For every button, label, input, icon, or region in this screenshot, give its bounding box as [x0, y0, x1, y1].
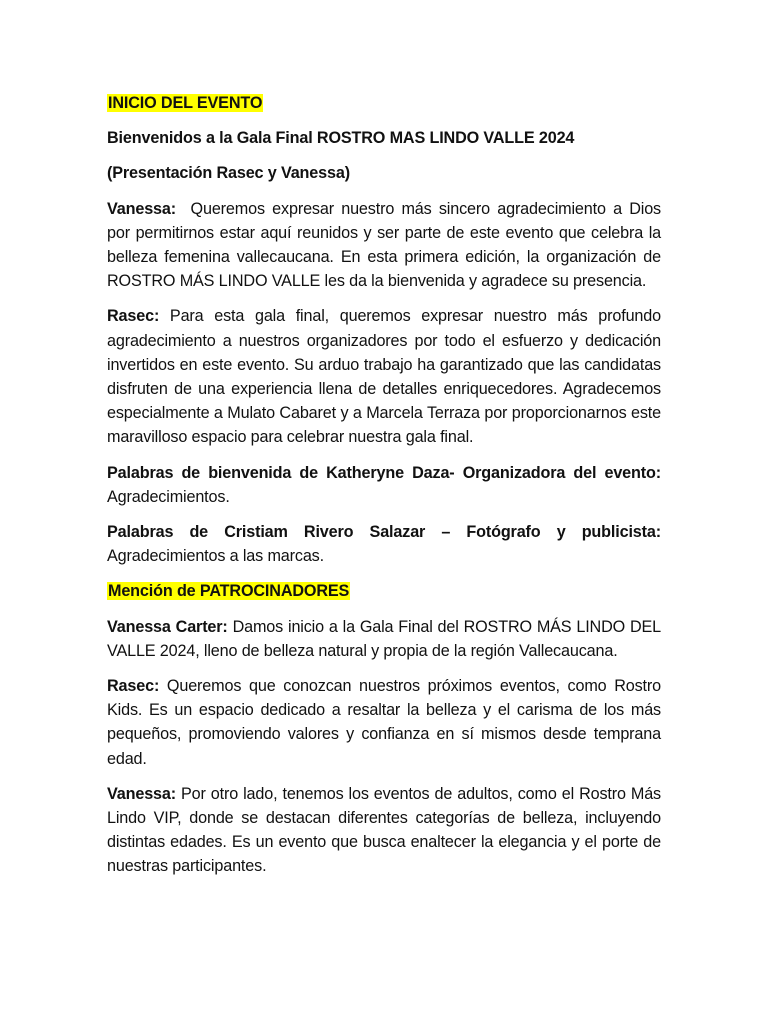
- speaker-label: Palabras de Cristiam Rivero Salazar – Fotógrafo y publicista:: [107, 523, 661, 542]
- speaker-label: Rasec:: [107, 307, 160, 326]
- paragraph-katheryne-daza: [107, 461, 661, 509]
- paragraph-text: Damos inicio a la Gala Final del ROSTRO MÁS LINDO DEL VALLE 2024, lleno de belleza natural y propia de la región Vallecaucana.: [107, 617, 661, 660]
- paragraph-text: Agradecimientos.: [107, 487, 230, 506]
- paragraph-text: Para esta gala final, queremos expresar nuestro más profundo agradecimiento a nuestros organizadores por todo el esfuerzo y dedicación invertidos en este evento. Su arduo trabajo ha garantizado que las candidatas disfruten de una experiencia llena de detalles enriquecedores. Agradecemos especialmente a Mulato Cabaret y a Marcela Terraza por proporcionarnos este maravilloso espacio para celebrar nuestra gala final.: [107, 307, 661, 447]
- heading-mencion-patrocinadores: [107, 579, 661, 603]
- heading-inicio-del-evento: [107, 91, 661, 115]
- paragraph-vanessa-carter: [107, 615, 661, 663]
- speaker-label: Vanessa:: [107, 784, 176, 803]
- paragraph-vanessa-1: [107, 197, 666, 294]
- document-page: [107, 91, 666, 890]
- paragraph-cristiam-rivero: [107, 520, 661, 568]
- speaker-label: Vanessa Carter:: [107, 617, 228, 636]
- highlighted-heading-text: Mención de PATROCINADORES: [108, 582, 350, 601]
- speaker-label: Palabras de bienvenida de Katheryne Daza- Organizadora del evento:: [107, 463, 661, 482]
- paragraph-text: Agradecimientos a las marcas.: [107, 547, 324, 566]
- presentation-note: (Presentación Rasec y Vanessa): [107, 164, 350, 183]
- speaker-label: Vanessa:: [107, 199, 176, 218]
- paragraph-text: Por otro lado, tenemos los eventos de adultos, como el Rostro Más Lindo VIP, donde se destacan diferentes categorías de belleza, incluyendo distintas edades. Es un evento que busca enaltecer la elegancia y el porte de nuestras participantes.: [107, 784, 661, 876]
- paragraph-text: Queremos que conozcan nuestros próximos eventos, como Rostro Kids. Es un espacio dedicado a resaltar la belleza y el carisma de los más pequeños, promoviendo valores y confianza en sí mismos desde temprana edad.: [107, 677, 661, 768]
- paragraph-rasec-1: [107, 304, 661, 449]
- paragraph-rasec-2: [107, 674, 661, 771]
- paragraph-vanessa-2: [107, 782, 661, 879]
- welcome-title: Bienvenidos a la Gala Final ROSTRO MAS LINDO VALLE 2024: [107, 129, 575, 148]
- speaker-label: Rasec:: [107, 677, 160, 696]
- highlighted-heading-text: INICIO DEL EVENTO: [108, 94, 263, 112]
- paragraph-text: Queremos expresar nuestro más sincero agradecimiento a Dios por permitirnos estar aquí reunidos y ser parte de este evento que celebra la belleza femenina vallecaucana. En esta primera edición, la organización de ROSTRO MÁS LINDO VALLE les da la bienvenida y agradece su presencia.: [107, 199, 666, 291]
